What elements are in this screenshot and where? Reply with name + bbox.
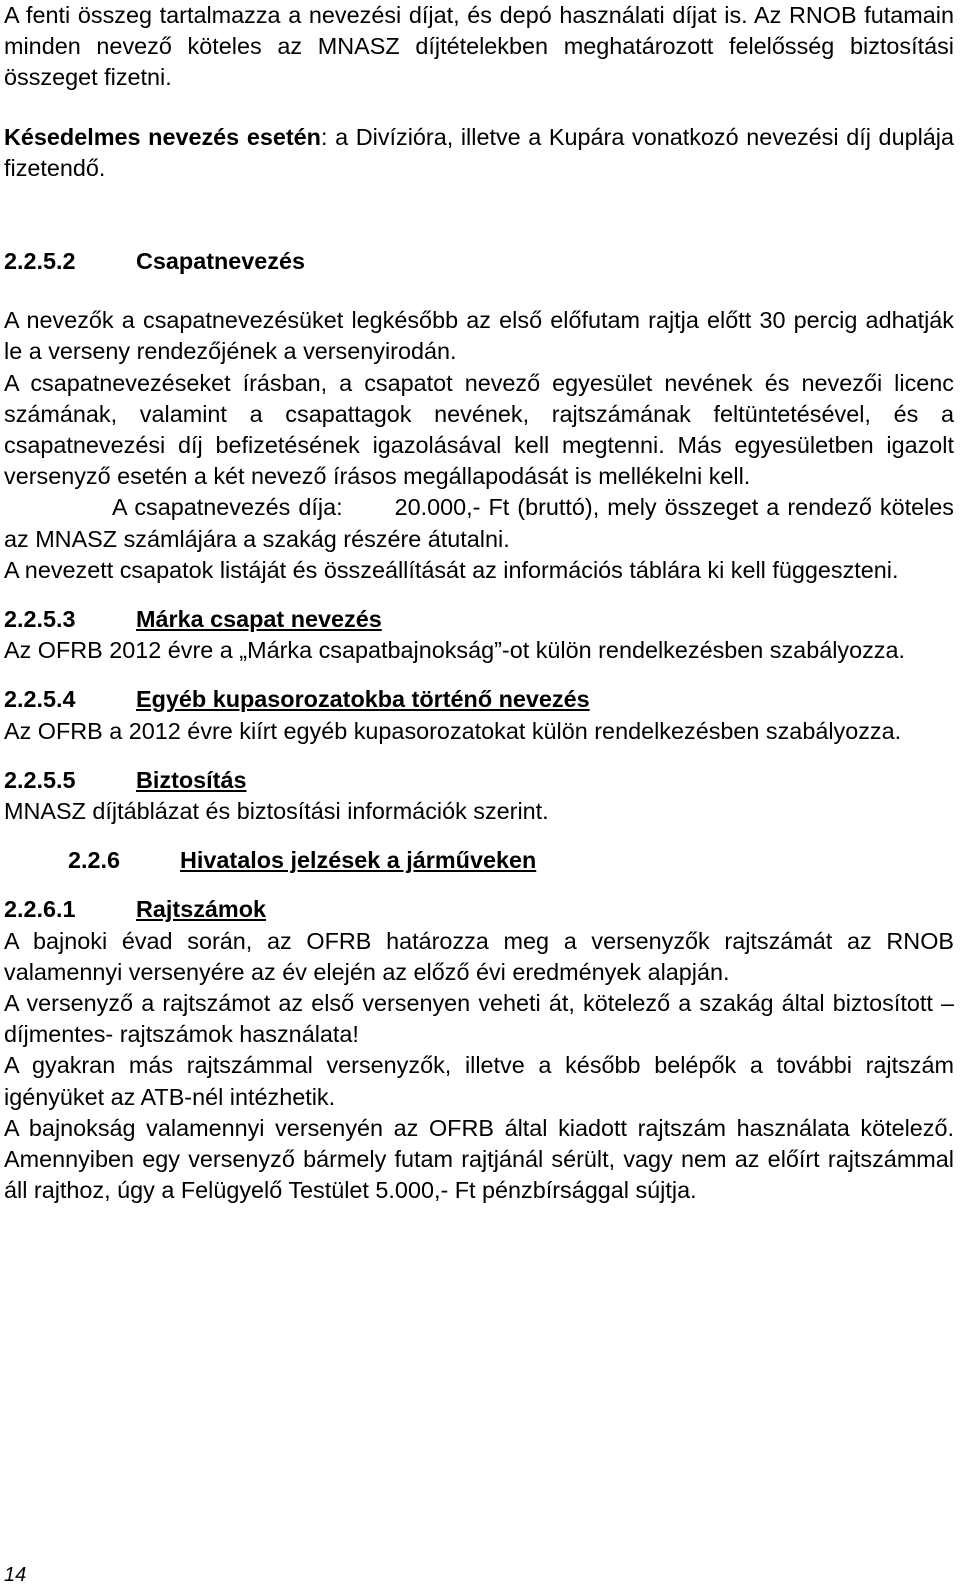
section-226-number: 2.2.6 [68,847,121,874]
start-numbers-paragraph-2a: A versenyző a rajtszámot az első versenyen veheti át, kötelező a szakág által biztosított [4,990,941,1017]
section-2253-title: Márka csapat nevezés [136,606,382,633]
start-numbers-paragraph-2b: – díjmentes- rajtszámok használata! [4,990,954,1048]
start-numbers-paragraph-3: A gyakran más rajtszámmal versenyzők, illetve a később belépők a további rajtszám igényüket az ATB-nél intézhetik. [4,1052,954,1110]
section-2253-heading [4,604,954,635]
section-226-heading [4,845,954,876]
other-cups-paragraph: Az OFRB a 2012 évre kiírt egyéb kupasorozatokat külön rendelkezésben szabályozza. [4,717,902,744]
section-2252-number: 2.2.5.2 [4,248,76,275]
section-2254-title: Egyéb kupasorozatokba történő nevezés [136,686,590,713]
section-2254-heading [4,684,954,715]
insurance-paragraph: MNASZ díjtáblázat és biztosítási információk szerint. [4,798,549,825]
section-2261-heading [4,894,954,925]
start-numbers-paragraph-1: A bajnoki évad során, az OFRB határozza meg a versenyzők rajtszámát az RNOB valamennyi versenyére az év elején az előző évi eredmények alapján. [4,927,954,985]
start-numbers-paragraph-4: A bajnokság valamennyi versenyén az OFRB által kiadott rajtszám használata kötelező. Amennyiben egy versenyző bármely futam rajtjánál sérült, vagy nem az előírt rajtszámmal áll rajthoz, úgy a Felügyelő Testület 5.000,- Ft pénzbírsággal sújtja. [4,1114,954,1204]
document-page [4,0,954,1207]
section-2261-number: 2.2.6.1 [4,896,76,923]
team-entry-paragraph-1: A nevezők a csapatnevezésüket legkésőbb az első előfutam rajtja előtt 30 percig adhatják le a verseny rendezőjének a versenyirodán. [4,307,954,365]
brand-team-paragraph: Az OFRB 2012 évre a „Márka csapatbajnokság”-ot külön rendelkezésben szabályozza. [4,637,906,664]
section-2252-title: Csapatnevezés [136,248,306,275]
section-2255-heading [4,765,954,796]
team-entry-fee-label: A csapatnevezés díja: [112,494,343,521]
late-entry-paragraph [4,122,954,184]
team-entry-paragraph-2: A csapatnevezéseket írásban, a csapatot nevező egyesület nevének és nevezői licenc számának, valamint a csapattagok nevének, rajtszámának feltüntetésével, és a csapatnevezési díj befizetésének igazolásával kell megtenni. Más egyesületben igazolt versenyző esetén a két nevező írásos megállapodását is mellékelni kell. [4,369,954,490]
late-entry-text: : a Divízióra, illetve a Kupára vonatkozó nevezési díj duplája fizetendő. [4,123,954,181]
intro-paragraph: A fenti összeg tartalmazza a nevezési díjat, és depó használati díjat is. Az RNOB futamain minden nevező köteles az MNASZ díjtételekben meghatározott felelősség biztosítási összeget fizetni. [4,2,954,91]
team-entry-fee-line [4,492,954,554]
section-226-title: Hivatalos jelzések a járműveken [180,847,537,874]
late-entry-label: Késedelmes nevezés esetén [4,123,321,150]
section-2255-number: 2.2.5.5 [4,766,76,793]
section-2252-heading [4,246,954,277]
team-entry-fee-text: 20.000,- Ft (bruttó), mely összeget a rendező köteles az MNASZ számlájára a szakág részére átutalni. [4,494,954,552]
team-entry-paragraph-3: A nevezett csapatok listáját és összeállítását az információs táblára ki kell függeszteni. [4,556,899,583]
start-numbers-paragraph-2 [4,988,954,1050]
page-number: 14 [4,1564,27,1586]
section-2261-title: Rajtszámok [136,896,266,923]
section-2254-number: 2.2.5.4 [4,686,76,713]
section-2255-title: Biztosítás [136,766,247,793]
section-2253-number: 2.2.5.3 [4,606,76,633]
